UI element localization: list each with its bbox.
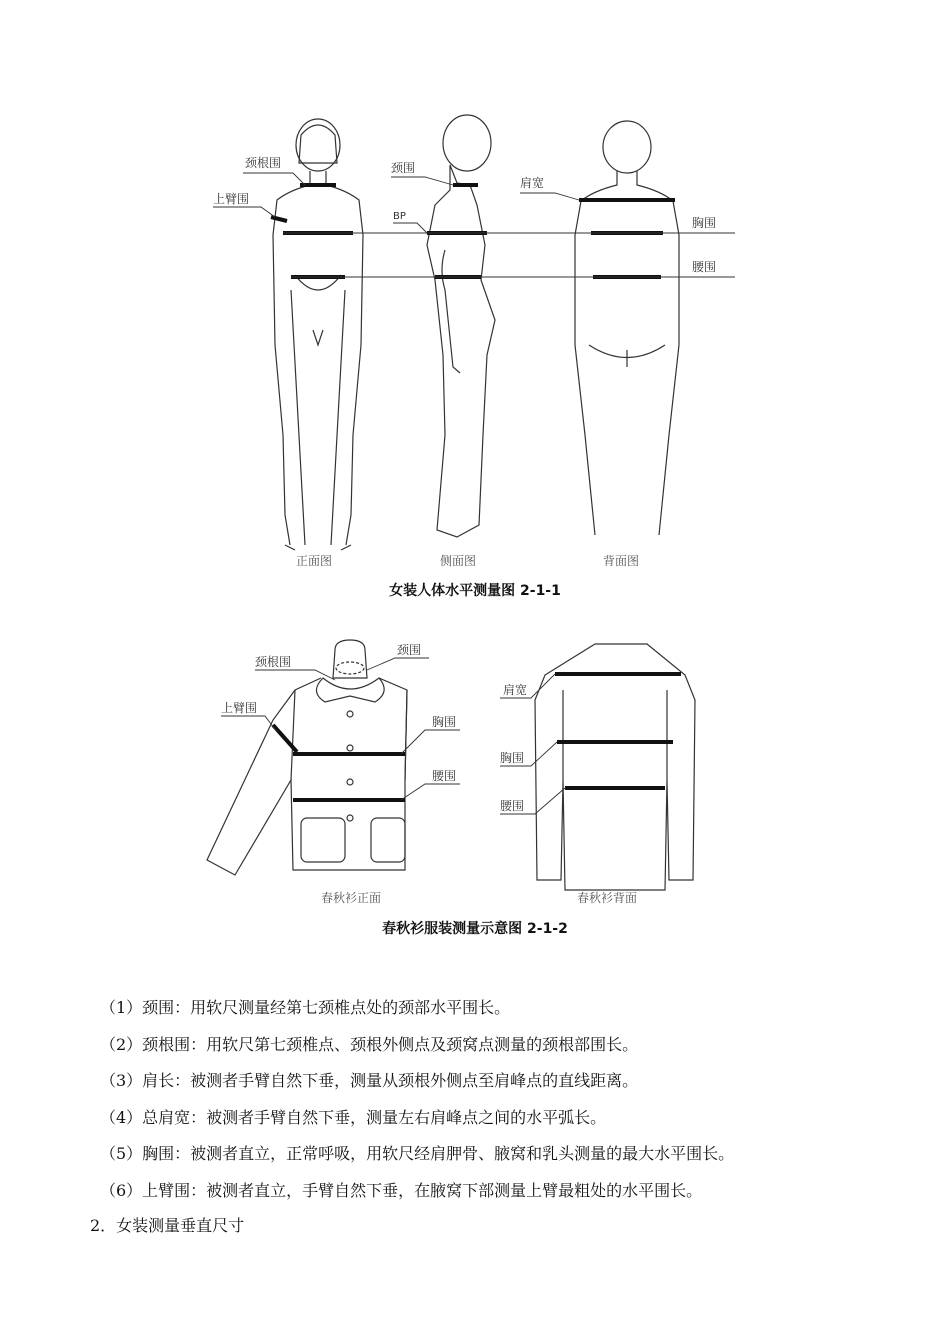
jacket-chest-leader <box>401 730 460 754</box>
jacket-label-waist: 腰围 <box>432 769 457 783</box>
figure1-caption: 女装人体水平测量图 2-1-1 <box>389 583 561 599</box>
figure2-caption: 春秋衫服装测量示意图 2-1-2 <box>382 921 568 937</box>
jacket-label-back-chest: 胸围 <box>500 751 525 765</box>
label-bp: BP <box>393 211 406 222</box>
jacket-label-neck-base: 颈根围 <box>255 655 292 669</box>
jacket-label-shoulder: 肩宽 <box>503 683 528 697</box>
jacket-label-upper-arm: 上臂围 <box>221 701 258 715</box>
neck-base-leader <box>243 173 305 185</box>
label-chest: 胸围 <box>692 216 717 230</box>
definition-neck-base: （2）颈根围：用软尺第七颈椎点、颈根外侧点及颈窝点测量的颈根部围长。 <box>100 1034 639 1054</box>
measurement-definitions <box>100 990 880 1209</box>
jacket-label-chest: 胸围 <box>432 715 457 729</box>
label-waist: 腰围 <box>692 260 717 274</box>
label-front-view: 正面图 <box>296 554 333 568</box>
jacket-back-drawing <box>535 644 695 890</box>
label-jacket-front: 春秋衫正面 <box>321 891 382 905</box>
definition-shoulder-length: （3）肩长：被测者手臂自然下垂，测量从颈根外侧点至肩峰点的直线距离。 <box>100 1071 639 1090</box>
section-heading: 2．女装测量垂直尺寸 <box>90 1216 245 1235</box>
bp-leader <box>393 223 427 233</box>
upper-arm-leader <box>213 207 275 217</box>
label-jacket-back: 春秋衫背面 <box>577 891 638 905</box>
side-body-figure <box>427 115 495 537</box>
jacket-measurement-figure <box>195 630 715 910</box>
shoulder-leader <box>520 193 579 200</box>
definition-neck: （1）颈围：用软尺测量经第七颈椎点处的颈部水平围长。 <box>100 998 511 1017</box>
definition-upper-arm: （6）上臂围：被测者直立，手臂自然下垂，在腋窝下部测量上臂最粗处的水平围长。 <box>100 1180 703 1200</box>
label-shoulder: 肩宽 <box>520 176 545 190</box>
definition-total-shoulder: （4）总肩宽：被测者手臂自然下垂，测量左右肩峰点之间的水平弧长。 <box>100 1107 607 1127</box>
label-back-view: 背面图 <box>603 554 640 568</box>
jacket-label-neck: 颈围 <box>397 643 422 657</box>
front-upper-arm-band <box>271 217 287 221</box>
label-upper-arm: 上臂围 <box>213 192 250 206</box>
jacket-waist-leader <box>401 784 460 800</box>
label-side-view: 侧面图 <box>440 554 477 568</box>
definition-chest: （5）胸围：被测者直立，正常呼吸，用软尺经肩胛骨、腋窝和乳头测量的最大水平围长。 <box>100 1144 735 1163</box>
label-neck: 颈围 <box>391 161 416 175</box>
jacket-label-back-waist: 腰围 <box>500 799 525 813</box>
label-neck-base: 颈根围 <box>245 156 282 170</box>
back-body-figure <box>575 121 679 535</box>
neck-leader <box>391 177 453 185</box>
body-measurement-figure <box>195 105 755 570</box>
jacket-front-drawing <box>207 640 407 875</box>
jacket-neck-leader <box>367 658 429 670</box>
